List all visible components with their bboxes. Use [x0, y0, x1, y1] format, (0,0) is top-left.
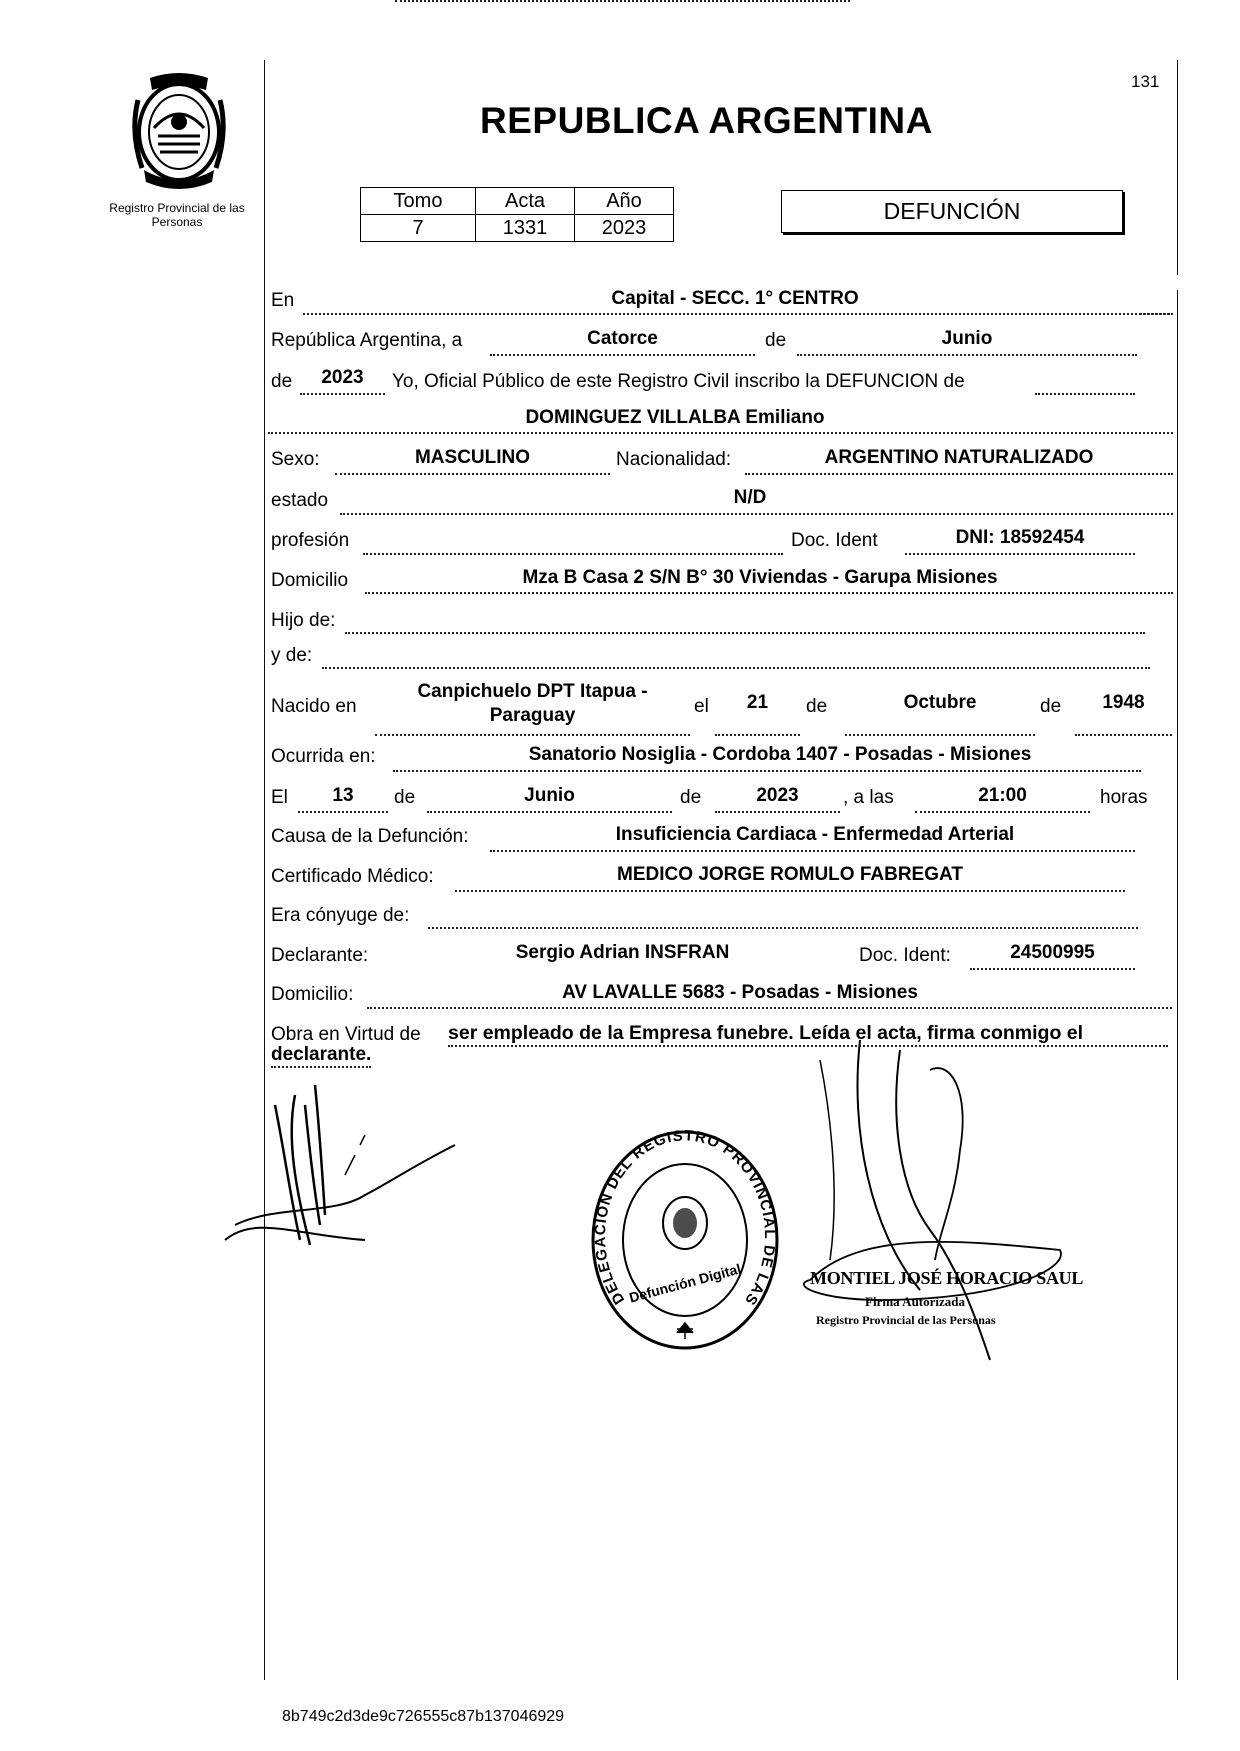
label-de-def-1: de [394, 787, 416, 808]
record-table [360, 187, 674, 242]
official-signature [700, 1030, 1080, 1370]
value-anio: 2023 [575, 215, 674, 242]
value-nacido-en-1: Canpichuelo DPT Itapua - [417, 681, 648, 702]
line-nombre [268, 432, 1173, 434]
line-anio [300, 393, 385, 395]
label-doc-ident: Doc. Ident [791, 530, 878, 551]
label-sexo: Sexo: [271, 449, 320, 470]
line-decl-domicilio [367, 1007, 1172, 1009]
value-lugar: Capital - SECC. 1° CENTRO [611, 288, 859, 309]
value-ocurrida-en: Sanatorio Nosiglia - Cordoba 1407 - Posadas - Misiones [528, 744, 1032, 765]
value-certificado: MEDICO JORGE ROMULO FABREGAT [617, 864, 963, 885]
line-top-right [1140, 313, 1170, 315]
label-estado: estado [271, 490, 329, 511]
header-acta: Acta [476, 188, 575, 215]
label-de-mes: de [765, 330, 787, 351]
line-certificado [455, 890, 1125, 892]
line-estado [340, 513, 1173, 515]
label-yo: Yo, Oficial Público de este Registro Civil inscribo la DEFUNCION de [392, 371, 965, 392]
line-mes [797, 354, 1137, 356]
label-de-nac-2: de [1040, 696, 1062, 717]
line-def-hora [915, 811, 1090, 813]
label-nacionalidad: Nacionalidad: [616, 449, 732, 470]
header-tomo: Tomo [361, 188, 476, 215]
value-decl-doc: 24500995 [1010, 942, 1095, 963]
seal-caption [100, 70, 260, 71]
declarant-signature [215, 1065, 475, 1265]
right-margin-line [1177, 60, 1178, 275]
value-nac-dia: 21 [746, 692, 769, 713]
value-nombre: DOMINGUEZ VILLALBA Emiliano [525, 407, 825, 428]
label-a-las: , a las [843, 787, 894, 808]
value-nac-anio: 1948 [1102, 692, 1145, 713]
line-ocurrida-en [393, 770, 1141, 772]
document-hash: 8b749c2d3de9c726555c87b137046929 [282, 1708, 565, 1725]
value-declarante: Sergio Adrian INSFRAN [515, 942, 730, 963]
label-declarante: Declarante: [271, 945, 369, 966]
label-en: En [271, 290, 295, 311]
label-decl-doc: Doc. Ident: [859, 945, 951, 966]
label-profesion: profesión [271, 530, 350, 551]
header-anio: Año [575, 188, 674, 215]
value-domicilio: Mza B Casa 2 S/N B° 30 Viviendas - Garupa Misiones [522, 567, 998, 588]
official-office: Registro Provincial de las Personas [816, 1313, 996, 1327]
label-obra: Obra en Virtud de [271, 1024, 421, 1045]
value-obra-1: ser empleado de la Empresa funebre. Leída el acta, firma conmigo el [448, 1022, 1168, 1047]
line-dni [905, 553, 1135, 555]
line-causa [490, 850, 1135, 852]
line-nac-anio [1075, 734, 1172, 736]
label-causa: Causa de la Defunción: [271, 826, 469, 847]
line-def-anio [715, 811, 840, 813]
label-conyuge: Era cónyuge de: [271, 905, 410, 926]
page-title: REPUBLICA ARGENTINA [480, 100, 933, 141]
label-decl-domicilio: Domicilio: [271, 984, 354, 1005]
value-anio: 2023 [321, 367, 364, 388]
value-dia: Catorce [587, 328, 658, 349]
label-republica: República Argentina, a [271, 330, 463, 351]
label-hijo-de: Hijo de: [271, 610, 336, 631]
value-estado: N/D [733, 487, 767, 508]
value-dni: DNI: 18592454 [955, 527, 1085, 548]
value-def-hora: 21:00 [978, 785, 1027, 806]
doc-type: DEFUNCIÓN [883, 198, 1021, 224]
label-el-nac: el [694, 696, 709, 717]
line-nac-dia [715, 734, 800, 736]
line-nac-mes [845, 734, 1035, 736]
line-nacido-en [375, 734, 690, 736]
value-tomo: 7 [361, 215, 476, 242]
line-lugar [303, 313, 1173, 315]
line-hijo-de [345, 632, 1145, 634]
value-def-dia: 13 [332, 785, 354, 806]
line-dia [490, 354, 755, 356]
value-sexo: MASCULINO [414, 447, 531, 468]
value-causa: Insuficiencia Cardiaca - Enfermedad Arterial [615, 824, 1015, 845]
left-margin-line [264, 60, 265, 1680]
label-de-anio: de [271, 371, 293, 392]
province-seal [120, 70, 238, 192]
label-y-de: y de: [271, 645, 313, 666]
line-def-mes [427, 811, 672, 813]
line-y-de [322, 667, 1150, 669]
right-margin-line-lower [1177, 290, 1178, 1680]
value-def-anio: 2023 [756, 785, 799, 806]
value-decl-domicilio: AV LAVALLE 5683 - Posadas - Misiones [562, 982, 918, 1003]
value-acta: 1331 [476, 215, 575, 242]
label-nacido-en: Nacido en [271, 696, 357, 717]
label-de-nac-1: de [806, 696, 828, 717]
label-ocurrida-en: Ocurrida en: [271, 746, 376, 767]
page-number: 131 [1131, 72, 1160, 91]
label-domicilio: Domicilio [271, 570, 349, 591]
line-decl-doc [970, 968, 1135, 970]
doc-type-box [781, 190, 1123, 233]
official-title: Firma Autorizada [865, 1294, 966, 1309]
line-declarante [395, 0, 850, 2]
line-profesion [363, 553, 783, 555]
label-horas: horas [1100, 787, 1148, 808]
stamp-ring-text: DELEGACION DEL REGISTRO PROVINCIAL DE LAS [591, 1127, 779, 1309]
value-mes: Junio [941, 328, 993, 349]
line-yo-end [1035, 393, 1135, 395]
value-def-mes: Junio [524, 785, 575, 806]
line-domicilio [365, 592, 1173, 594]
value-obra-2: declarante. [271, 1044, 371, 1068]
line-sexo [335, 473, 610, 475]
label-de-def-2: de [680, 787, 702, 808]
value-nacido-en-2: Paraguay [489, 705, 576, 726]
registry-name: Registro Provincial de las Personas [109, 201, 245, 229]
value-nac-mes: Octubre [903, 692, 977, 713]
label-certificado: Certificado Médico: [271, 866, 434, 887]
line-nacionalidad [745, 473, 1173, 475]
line-def-dia [298, 811, 388, 813]
line-conyuge [428, 927, 1138, 929]
stamp-inner-text: Defunción Digital [627, 1260, 743, 1306]
label-el-fecha: El [271, 787, 288, 808]
value-nacionalidad: ARGENTINO NATURALIZADO [824, 447, 1094, 468]
official-name: MONTIEL JOSÉ HORACIO SAUL [810, 1268, 1084, 1288]
